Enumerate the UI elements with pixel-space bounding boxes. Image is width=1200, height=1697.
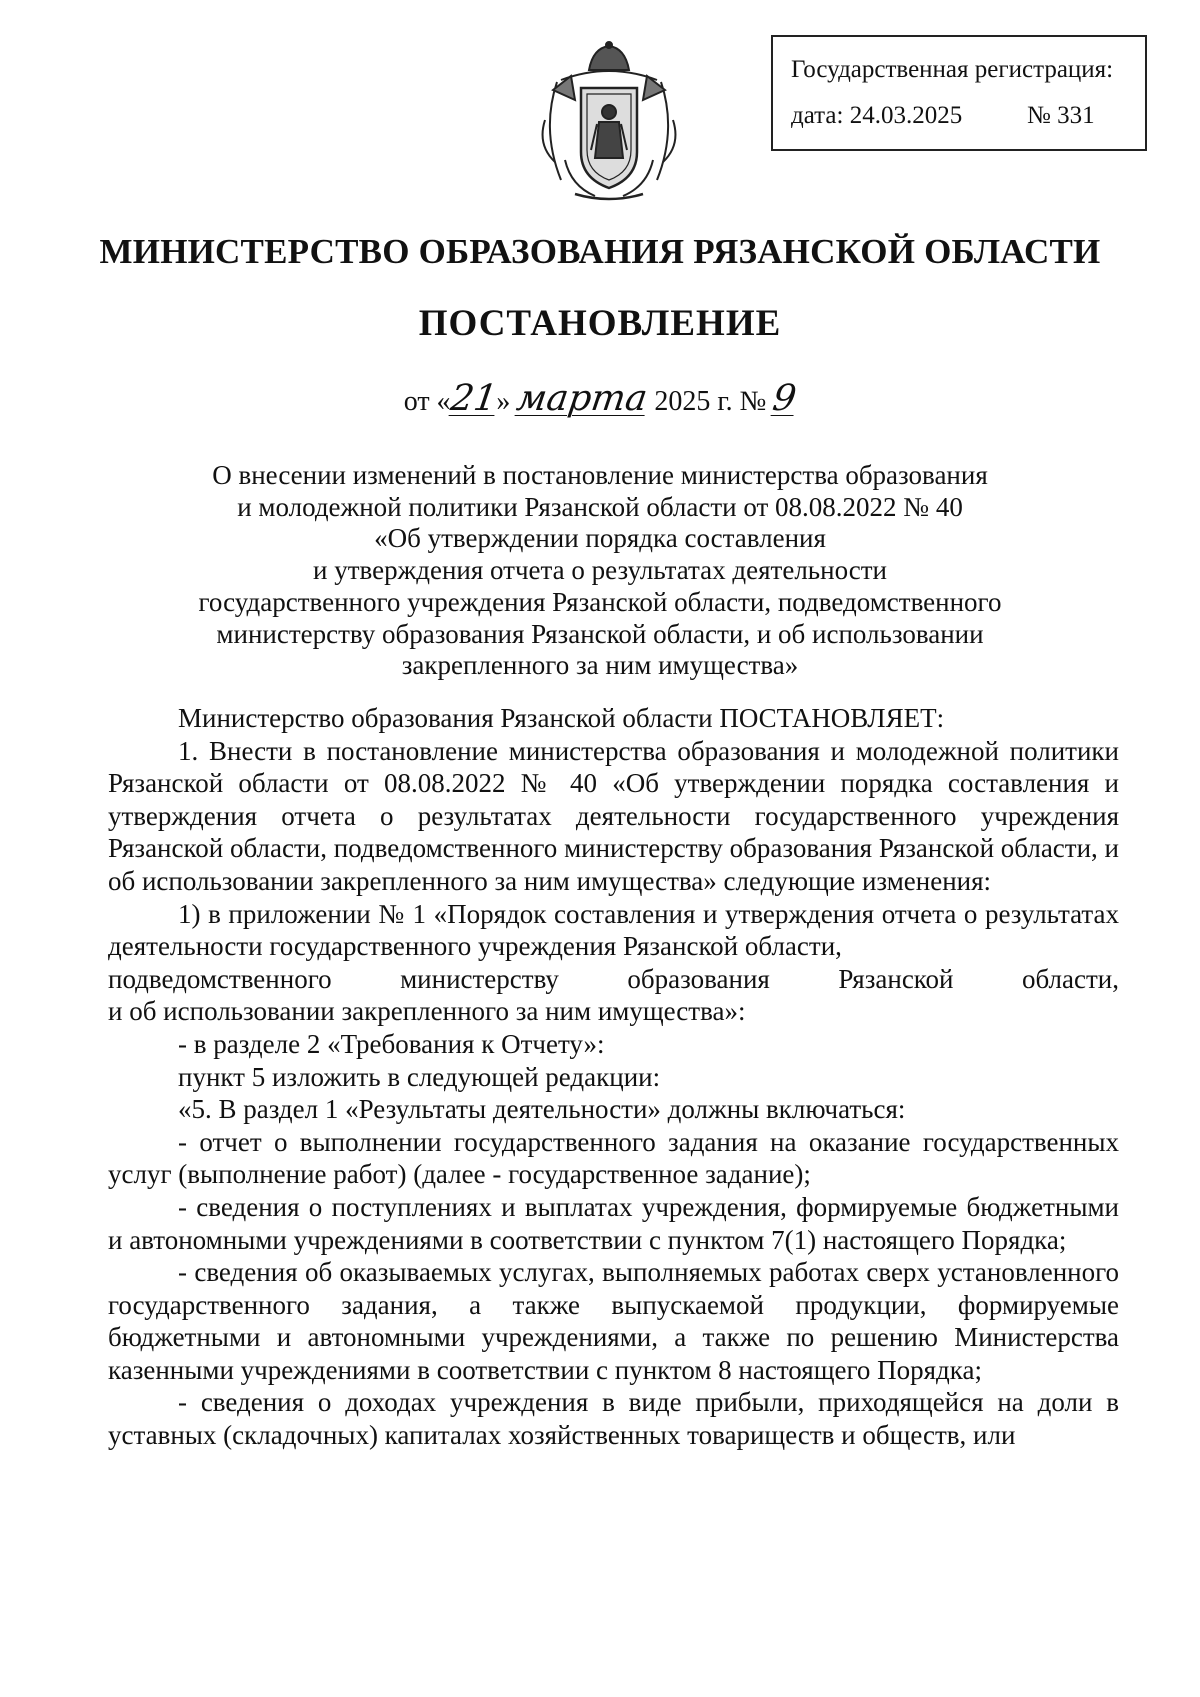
- title-line: и молодежной политики Рязанской области от 08.08.2022 № 40: [237, 491, 963, 522]
- document-number: 9: [770, 378, 800, 419]
- date-prefix: от «: [403, 386, 451, 417]
- clause-1: 1. Внести в постановление министерства образования и молодежной политики Рязанской области от 08.08.2022 № 40 «Об утверждении порядка составления и утверждения отчета о результатах деятельности государственного учреждения Рязанской области, подведомственного министерству образования Рязанской области, и об использовании закрепленного за ним имущества» следующие изменения:: [108, 735, 1119, 896]
- quoted-point-5: «5. В раздел 1 «Результаты деятельности» должны включаться:: [178, 1094, 906, 1125]
- point-5-reference: пункт 5 изложить в следующей редакции:: [178, 1061, 661, 1092]
- title-line: «Об утверждении порядка составления: [374, 523, 826, 554]
- subclause-1-b: подведомственного министерству образования Рязанской области,: [108, 963, 1119, 994]
- list-item: - сведения о доходах учреждения в виде прибыли, приходящейся на доли в уставных (складочных) капиталах хозяйственных товариществ и обществ, или: [108, 1387, 1119, 1451]
- registration-number: № 331: [1027, 102, 1095, 129]
- ryazan-coat-of-arms-icon: [531, 40, 687, 205]
- subclause-1-a: 1) в приложении № 1 «Порядок составления и утверждения отчета о результатах деятельности государственного учреждения Рязанской области,: [108, 898, 1119, 962]
- document-date-line: [0, 378, 1200, 419]
- date-month: марта: [514, 378, 651, 419]
- document-type-heading: ПОСТАНОВЛЕНИЕ: [418, 303, 782, 344]
- subclause-1-c: и об использовании закрепленного за ним имущества»:: [108, 996, 746, 1027]
- date-mid: »: [496, 386, 518, 417]
- registration-title: Государственная регистрация:: [791, 56, 1114, 83]
- registration-date: дата: 24.03.2025: [791, 102, 963, 129]
- list-item: - сведения о поступлениях и выплатах учреждения, формируемые бюджетными и автономными учреждениями в соответствии с пунктом 7(1) настоящего Порядка;: [108, 1191, 1119, 1255]
- resolution-statement: Министерство образования Рязанской области ПОСТАНОВЛЯЕТ:: [178, 703, 945, 733]
- title-line: министерству образования Рязанской области, и об использовании: [216, 618, 984, 649]
- registration-stamp: [771, 35, 1147, 151]
- date-day: 21: [447, 378, 500, 419]
- title-line: закрепленного за ним имущества»: [401, 650, 799, 681]
- ministry-heading: МИНИСТЕРСТВО ОБРАЗОВАНИЯ РЯЗАНСКОЙ ОБЛАСТИ: [99, 232, 1101, 271]
- title-line: государственного учреждения Рязанской области, подведомственного: [198, 586, 1002, 617]
- date-year: 2025 г. №: [647, 386, 774, 417]
- title-line: и утверждения отчета о результатах деятельности: [313, 555, 887, 586]
- document-title: [150, 460, 1050, 682]
- list-item: - отчет о выполнении государственного задания на оказание государственных услуг (выполнение работ) (далее - государственное задание);: [108, 1126, 1119, 1190]
- list-item: - сведения об оказываемых услугах, выполняемых работах сверх установленного государственного задания, а также выпускаемой продукции, формируемые бюджетными и автономными учреждениями, а также по решению Министерства казенными учреждениями в соответствии с пунктом 8 настоящего Порядка;: [108, 1257, 1119, 1385]
- document-body: [108, 702, 1119, 1452]
- title-line: О внесении изменений в постановление министерства образования: [212, 460, 988, 490]
- section-2-reference: - в разделе 2 «Требования к Отчету»:: [178, 1028, 605, 1059]
